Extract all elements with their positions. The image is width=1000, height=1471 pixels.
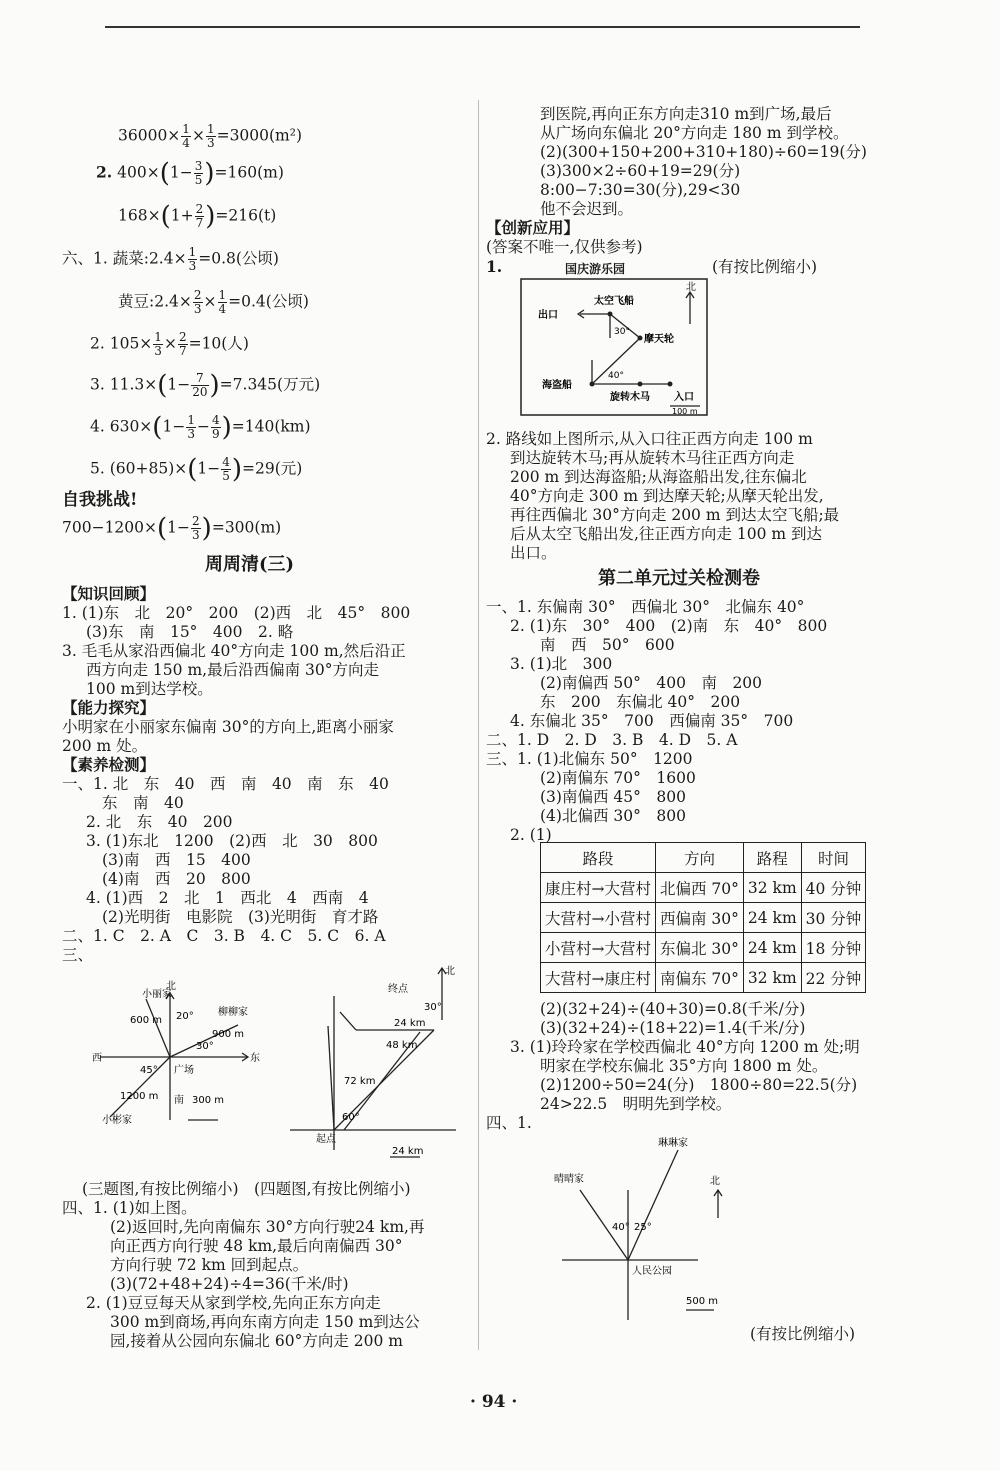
text-line: 四、1. (1)如上图。 xyxy=(62,1199,197,1217)
label-exit: 出口 xyxy=(538,310,558,321)
text-line: 100 m到达学校。 xyxy=(86,680,213,698)
table-cell: 康庄村→大营村 xyxy=(541,873,656,903)
label-north: 北 xyxy=(445,966,455,977)
table-cell: 大营村→康庄村 xyxy=(541,963,656,993)
text-line: (4)北偏西 30° 800 xyxy=(540,807,686,825)
label-north: 北 xyxy=(686,282,696,293)
text-line: (4)南 西 20 800 xyxy=(102,870,251,888)
text-line: 出口。 xyxy=(510,544,557,562)
label-park: 人民公园 xyxy=(632,1266,672,1277)
text-line: (2)返回时,先向南偏东 30°方向行驶24 km,再 xyxy=(110,1218,425,1236)
table-cell: 24 km xyxy=(743,903,801,933)
diagram-park xyxy=(520,278,710,418)
label-600m: 600 m xyxy=(130,1015,163,1026)
text-line: 从广场向东偏北 20°方向走 180 m 到学校。 xyxy=(540,124,849,142)
label-end: 终点 xyxy=(388,984,408,995)
text-line: (答案不唯一,仅供参考) xyxy=(486,238,643,256)
text-line: 1. xyxy=(486,257,503,276)
text-line: 后从太空飞船出发,往正西方向走 100 m 到达 xyxy=(510,525,822,543)
label-72km: 72 km xyxy=(344,1076,376,1087)
heading-knowledge: 【知识回顾】 xyxy=(62,584,156,603)
text-line: 8:00−7:30=30(分),29<30 xyxy=(540,181,741,199)
table-cell: 18 分钟 xyxy=(801,933,866,963)
table-cell: 南偏东 70° xyxy=(656,963,744,993)
text-line: 4. 东偏北 35° 700 西偏南 35° 700 xyxy=(510,712,794,730)
section-title-weekly: 周周清(三) xyxy=(205,554,295,575)
text-line: 到医院,再向正东方向走310 m到广场,最后 xyxy=(540,105,832,123)
text-line: 东 200 东偏北 40° 200 xyxy=(540,693,741,711)
text-line: 南 西 50° 600 xyxy=(540,636,675,654)
label-40deg: 40° xyxy=(608,371,624,381)
table-cell: 北偏西 70° xyxy=(656,873,744,903)
table-header: 路程 xyxy=(743,843,801,873)
table-cell: 30 分钟 xyxy=(801,903,866,933)
label-east: 东 xyxy=(250,1053,260,1064)
label-wheel: 摩天轮 xyxy=(644,334,674,345)
label-qingqing: 晴晴家 xyxy=(554,1174,584,1185)
text-line: 东 南 40 xyxy=(102,794,184,812)
heading-literacy: 【素养检测】 xyxy=(62,755,156,774)
text-line: 200 m 到达海盗船;从海盗船出发,往东偏北 xyxy=(510,468,807,486)
text-line: 方向行驶 72 km 回到起点。 xyxy=(110,1256,309,1274)
table-row xyxy=(541,873,866,903)
label-xiaobin: 小彬家 xyxy=(102,1115,132,1125)
label-48km: 48 km xyxy=(386,1040,418,1051)
text-line: 4. (1)西 2 北 1 西北 4 西南 4 xyxy=(86,889,369,907)
label-square: 广场 xyxy=(174,1065,194,1076)
table-cell: 32 km xyxy=(743,963,801,993)
text-line: 2. (1)豆豆每天从家到学校,先向正东方向走 xyxy=(86,1294,381,1312)
table-cell: 22 分钟 xyxy=(801,963,866,993)
scale-note: (有按比例缩小) xyxy=(750,1325,856,1343)
text-line: 3. 毛毛从家沿西偏北 40°方向走 100 m,然后沿正 xyxy=(62,642,406,660)
text-line: 3. (1)东北 1200 (2)西 北 30 800 xyxy=(86,832,378,850)
text-line: (3)东 南 15° 400 2. 略 xyxy=(86,623,294,641)
label-900m: 900 m xyxy=(212,1029,245,1040)
caption: (三题图,有按比例缩小) (四题图,有按比例缩小) xyxy=(82,1180,411,1198)
text-line: 二、1. D 2. D 3. B 4. D 5. A xyxy=(486,731,738,749)
text-line: 明家在学校东偏北 35°方向 1800 m 处。 xyxy=(540,1057,828,1075)
text-line: (2)南偏东 70° 1600 xyxy=(540,769,696,787)
diagram-route-4 xyxy=(270,960,460,1170)
table-header: 路段 xyxy=(541,843,656,873)
label-60deg: 60° xyxy=(342,1112,360,1123)
label-24km: 24 km xyxy=(394,1018,426,1029)
line-l8: 4. 630×(1− $\frac{1}{3}$ − $\frac{4}{9}$ )=140(km) xyxy=(90,412,311,443)
text-line: 2. 北 东 40 200 xyxy=(86,813,233,831)
section-title-unit2: 第二单元过关检测卷 xyxy=(598,568,760,589)
line-l6: 2. 105× $\frac{1}{3}$ × $\frac{2}{7}$ =10(人) xyxy=(90,330,249,358)
park-title-label: 国庆游乐园 xyxy=(565,262,626,276)
text-line: (2)光明街 电影院 (3)光明街 育才路 xyxy=(102,908,379,926)
text-line: 三、1. (1)北偏东 50° 1200 xyxy=(486,750,693,768)
line-l9: 5. (60+85)×(1− $\frac{4}{5}$ )=29(元) xyxy=(90,454,303,485)
label-scale: 300 m xyxy=(192,1095,225,1106)
table-cell: 大营村→小营村 xyxy=(541,903,656,933)
text-line: 2. (1)东 30° 400 (2)南 东 40° 800 xyxy=(510,617,828,635)
table-cell: 24 km xyxy=(743,933,801,963)
line-l2: 2. 400×(1− $\frac{3}{5}$ )=160(m) xyxy=(96,158,284,189)
label-linlin: 琳琳家 xyxy=(658,1138,688,1149)
table-header: 方向 xyxy=(656,843,744,873)
label-20deg: 20° xyxy=(176,1011,194,1022)
text-line: 三、 xyxy=(62,946,94,964)
text-line: (3)南 西 15 400 xyxy=(102,851,251,869)
text-line: 300 m到商场,再向东南方向走 150 m到达公 xyxy=(110,1313,420,1331)
text-line: 40°方向走 300 m 到达摩天轮;从摩天轮出发, xyxy=(510,487,824,505)
text-line: 1. (1)东 北 20° 200 (2)西 北 45° 800 xyxy=(62,604,411,622)
label-north: 北 xyxy=(710,1176,720,1187)
self-challenge-heading: 自我挑战! xyxy=(62,490,138,510)
label-west: 西 xyxy=(92,1053,102,1064)
text-line: 二、1. C 2. A C 3. B 4. C 5. C 6. A xyxy=(62,927,386,945)
column-divider xyxy=(478,100,479,1350)
label-pirate: 海盗船 xyxy=(542,380,572,391)
label-scale: 100 m xyxy=(672,407,698,416)
text-line: (3)300×2÷60+19=29(分) xyxy=(540,162,741,180)
text-line: 小明家在小丽家东偏南 30°的方向上,距离小丽家 xyxy=(62,718,394,736)
label-30deg: 30° xyxy=(614,327,630,337)
line-l1: 36000× $\frac{1}{4}$ × $\frac{1}{3}$ =3000(m²) xyxy=(118,122,303,150)
table-row xyxy=(541,933,866,963)
label-south: 南 xyxy=(174,1095,184,1106)
line-l10: 700−1200×(1− $\frac{2}{3}$ )=300(m) xyxy=(62,513,282,544)
heading-innovation: 【创新应用】 xyxy=(486,218,580,237)
table-cell: 东偏北 30° xyxy=(656,933,744,963)
label-scale: 24 km xyxy=(392,1146,424,1157)
label-start: 起点 xyxy=(316,1134,336,1145)
label-carousel: 旋转木马 xyxy=(610,392,650,403)
table-row xyxy=(541,903,866,933)
scale-note: (有按比例缩小) xyxy=(712,258,818,276)
label-scale: 500 m xyxy=(686,1296,719,1307)
line-l5: 黄豆:2.4× $\frac{2}{3}$ × $\frac{1}{4}$ =0.4(公顷) xyxy=(118,288,309,316)
label-ship: 太空飞船 xyxy=(594,296,634,307)
text-line: 2. (1) xyxy=(510,826,552,844)
table-header: 时间 xyxy=(801,843,866,873)
text-line: 四、1. xyxy=(486,1114,532,1132)
text-line: (3)(72+48+24)÷4=36(千米/时) xyxy=(110,1275,349,1293)
top-rule xyxy=(105,26,860,28)
line-l4: 六、1. 蔬菜:2.4× $\frac{1}{3}$ =0.8(公顷) xyxy=(62,245,279,273)
label-xiaoli: 小丽家 xyxy=(142,989,172,1000)
table-cell: 小营村→大营村 xyxy=(541,933,656,963)
table-row xyxy=(541,963,866,993)
text-line: 3. (1)北 300 xyxy=(510,655,613,673)
text-line: 一、1. 东偏南 30° 西偏北 30° 北偏东 40° xyxy=(486,598,805,616)
label-30deg: 30° xyxy=(196,1041,214,1052)
text-line: 3. (1)玲玲家在学校西偏北 40°方向 1200 m 处;明 xyxy=(510,1038,860,1056)
label-30deg: 30° xyxy=(424,1002,442,1013)
diagram-compass-3 xyxy=(88,975,268,1125)
text-line: 24>22.5 明明先到学校。 xyxy=(540,1095,732,1113)
text-line: (3)(32+24)÷(18+22)=1.4(千米/分) xyxy=(540,1019,806,1037)
label-1200m: 1200 m xyxy=(120,1091,159,1102)
text-line: (2)1200÷50=24(分) 1800÷80=22.5(分) xyxy=(540,1076,858,1094)
diagram-compass-5 xyxy=(550,1130,740,1320)
label-north: 北 xyxy=(166,981,176,992)
text-line: (2)(300+150+200+310+180)÷60=19(分) xyxy=(540,143,867,161)
text-line: (2)(32+24)÷(40+30)=0.8(千米/分) xyxy=(540,1000,806,1018)
text-line: (3)南偏西 45° 800 xyxy=(540,788,686,806)
table-header-row xyxy=(541,843,866,873)
label-entrance: 入口 xyxy=(674,392,694,403)
text-line: 西方向走 150 m,最后沿西偏南 30°方向走 xyxy=(86,661,379,679)
text-line: 到达旋转木马;再从旋转木马往正西方向走 xyxy=(510,449,795,467)
table-cell: 40 分钟 xyxy=(801,873,866,903)
text-line: 一、1. 北 东 40 西 南 40 南 东 40 xyxy=(62,775,389,793)
line-l3: 168×(1+ $\frac{2}{7}$ )=216(t) xyxy=(118,201,277,232)
line-l7: 3. 11.3×(1− $\frac{7}{20}$ )=7.345(万元) xyxy=(90,370,321,401)
table-cell: 西偏南 30° xyxy=(656,903,744,933)
text-line: 200 m 处。 xyxy=(62,737,148,755)
route-table xyxy=(540,842,866,993)
text-line: 园,接着从公园向东偏北 60°方向走 200 m xyxy=(110,1332,403,1350)
heading-ability: 【能力探究】 xyxy=(62,698,156,717)
text-line: 2. 路线如上图所示,从入口往正西方向走 100 m xyxy=(486,430,813,448)
table-cell: 32 km xyxy=(743,873,801,903)
text-line: 再往西偏北 30°方向走 200 m 到达太空飞船;最 xyxy=(510,506,840,524)
text-line: (2)南偏西 50° 400 南 200 xyxy=(540,674,763,692)
text-line: 向正西方向行驶 48 km,最后向南偏西 30° xyxy=(110,1237,403,1255)
label-45deg: 45° xyxy=(140,1065,158,1076)
label-liuliu: 柳柳家 xyxy=(218,1007,248,1018)
text-line: 他不会迟到。 xyxy=(540,200,634,218)
label-25deg: 25° xyxy=(634,1222,652,1233)
page-number: · 94 · xyxy=(470,1392,518,1412)
label-40deg: 40° xyxy=(612,1222,630,1233)
